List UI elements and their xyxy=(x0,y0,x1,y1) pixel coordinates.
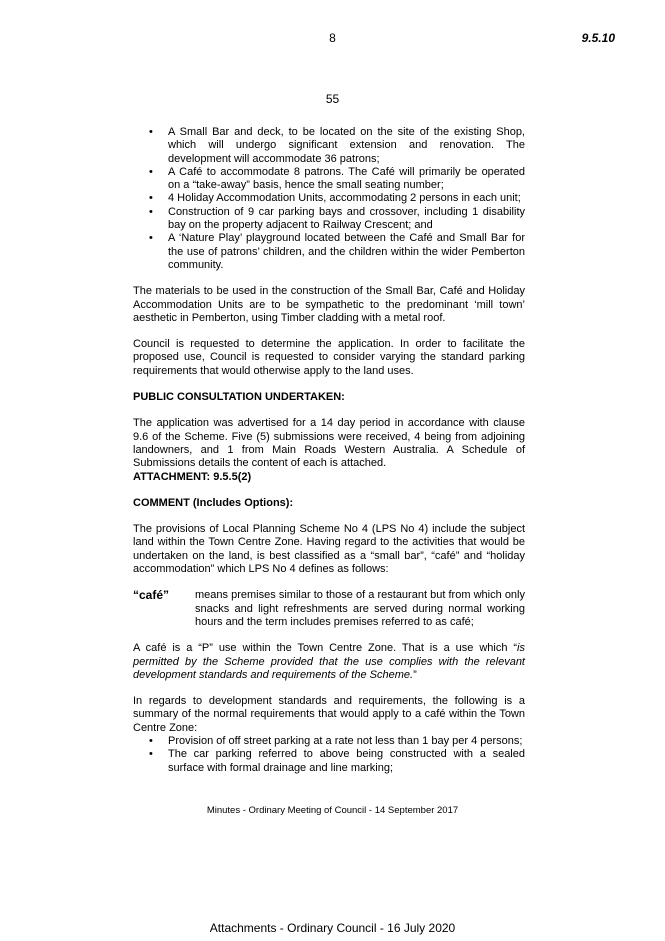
cafe-use-paragraph xyxy=(133,642,525,682)
definition-term: “café” xyxy=(133,588,170,603)
comment-paragraph: The provisions of Local Planning Scheme No 4 (LPS No 4) include the subject land within the Town Centre Zone. Having regard to the activities that would be undertaken on the land, is best classified as a “small bar”, “café” and “holiday accommodation” which LPS No 4 defines as follows: xyxy=(133,523,525,576)
development-list xyxy=(133,126,525,272)
materials-paragraph: The materials to be used in the construction of the Small Bar, Café and Holiday Accommodation Units are to be sympathetic to the predominant ‘mill town’ aesthetic in Pemberton, using Timber cladding with a metal roof. xyxy=(133,285,525,324)
council-request-paragraph: Council is requested to determine the application. In order to facilitate the proposed use, Council is requested to consider varying the standard parking requirements that would otherwise apply to the land uses. xyxy=(133,338,525,377)
page-number: 55 xyxy=(325,92,340,106)
top-page-number: 8 xyxy=(329,31,336,45)
definition-text: means premises similar to those of a restaurant but from which only snacks and light refreshments are served during normal working hours and the term includes premises referred to as café; xyxy=(195,589,525,628)
cafe-definition xyxy=(133,589,525,629)
minutes-footer: Minutes - Ordinary Meeting of Council - 14 September 2017 xyxy=(206,805,459,816)
consultation-paragraph: The application was advertised for a 14 day period in accordance with clause 9.6 of the Scheme. Five (5) submissions were received, 4 being from adjoining landowners, and 1 from Main Roads Western Australia. A Schedule of Submissions details the content of each is attached. xyxy=(133,417,525,470)
list-item: • The car parking referred to above being constructed with a sealed surface with formal drainage and line marking; xyxy=(133,748,525,775)
list-item: • A Small Bar and deck, to be located on the site of the existing Shop, which will undergo significant extension and renovation. The development will accommodate 36 patrons; xyxy=(133,126,525,166)
list-item: • Construction of 9 car parking bays and crossover, including 1 disability bay on the property adjacent to Railway Crescent; and xyxy=(133,206,525,233)
cafe-use-text: A café is a “P” use within the Town Centre Zone. That is a use which “ xyxy=(133,642,518,655)
list-item: • A ‘Nature Play’ playground located between the Café and Small Bar for the use of patrons’ children, and the children within the wider Pemberton community. xyxy=(133,232,525,272)
cafe-use-close: ” xyxy=(413,668,417,681)
page-footer: Attachments - Ordinary Council - 16 July 2020 xyxy=(209,921,456,935)
list-item: • 4 Holiday Accommodation Units, accommodating 2 persons in each unit; xyxy=(133,192,525,205)
cafe-use-quote: is permitted by the Scheme provided that the use complies with the relevant development standards and requirements of the Scheme. xyxy=(133,642,525,681)
item-reference: 9.5.10 xyxy=(581,31,615,45)
attachment-reference: ATTACHMENT: 9.5.5(2) xyxy=(133,470,252,483)
standards-paragraph: In regards to development standards and requirements, the following is a summary of the normal requirements that would apply to a café within the Town Centre Zone: xyxy=(133,695,525,734)
comment-heading: COMMENT (Includes Options): xyxy=(133,496,294,509)
consultation-heading: PUBLIC CONSULTATION UNDERTAKEN: xyxy=(133,391,345,404)
list-item: • A Café to accommodate 8 patrons. The Café will primarily be operated on a “take-away” basis, hence the small seating number; xyxy=(133,166,525,193)
document-body xyxy=(133,126,525,775)
list-item: • Provision of off street parking at a rate not less than 1 bay per 4 persons; xyxy=(133,735,525,748)
requirements-list xyxy=(133,735,525,775)
